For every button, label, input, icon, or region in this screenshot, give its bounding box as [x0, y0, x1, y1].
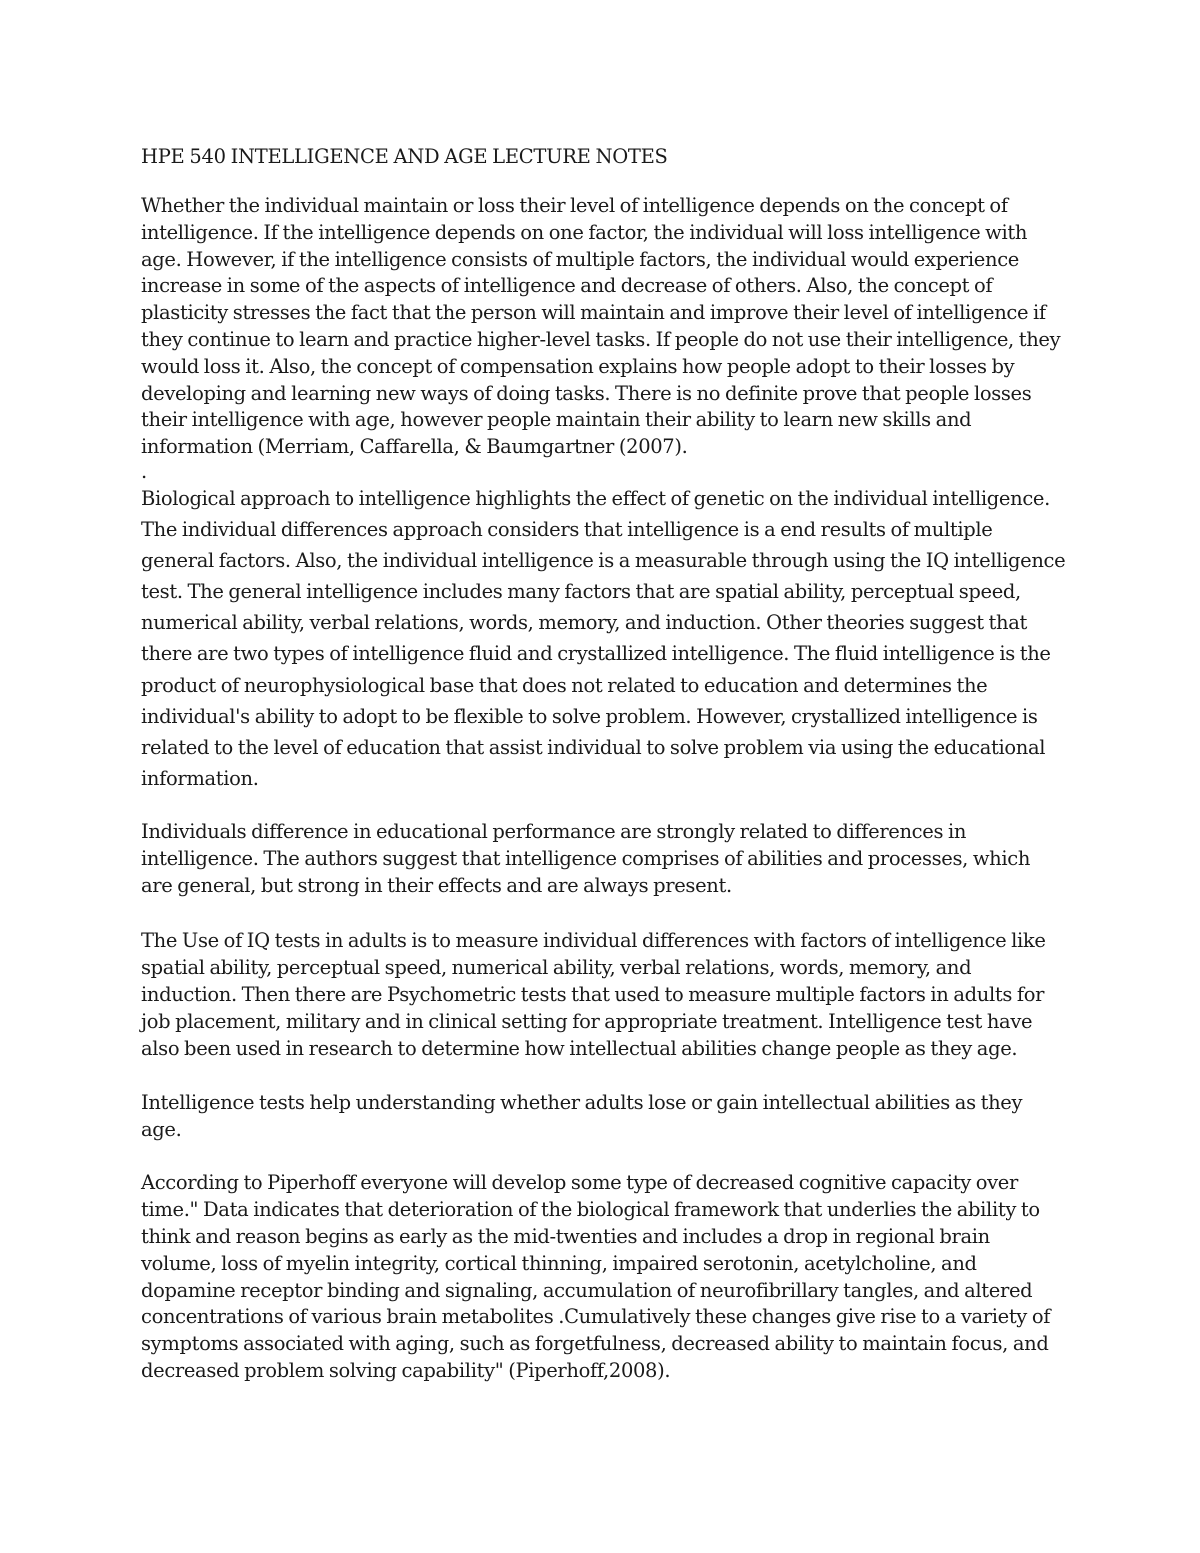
document-title: HPE 540 INTELLIGENCE AND AGE LECTURE NOTES [141, 145, 668, 168]
paragraph-intelligence-concept: Whether the individual maintain or loss their level of intelligence depends on the concept of intelligence. If the intelligence depends on one factor, the individual will loss intelligence with age. However, if the intelligence consists of multiple factors, the individual would experience increase in some of the aspects of intelligence and decrease of others. Also, the concept of plasticity stresses the fact that the person will maintain and improve their level of intelligence if they continue to learn and practice higher-level tasks. If people do not use their intelligence, they would loss it. Also, the concept of compensation explains how people adopt to their losses by developing and learning new ways of doing tasks. There is no definite prove that people losses their intelligence with age, however people maintain their ability to learn new skills and information (Merriam, Caffarella, & Baumgartner (2007). [141, 194, 1061, 459]
paragraph-intelligence-tests: Intelligence tests help understanding whether adults lose or gain intellectual abilities as they age. [141, 1090, 1023, 1141]
paragraph-educational-performance: Individuals difference in educational performance are strongly related to differences in intelligence. The authors suggest that intelligence comprises of abilities and processes, which are general, but strong in their effects and are always present. [141, 819, 1031, 897]
paragraph-piperhoff: According to Piperhoff everyone will develop some type of decreased cognitive capacity over time." Data indicates that deterioration of the biological framework that underlies the ability to think and reason begins as early as the mid-twenties and includes a drop in regional brain volume, loss of myelin integrity, cortical thinning, impaired serotonin, acetylcholine, and dopamine receptor binding and signaling, accumulation of neurofibrillary tangles, and altered concentrations of various brain metabolites .Cumulatively these changes give rise to a variety of symptoms associated with aging, such as forgetfulness, decreased ability to maintain focus, and decreased problem solving capability" (Piperhoff,2008). [141, 1170, 1051, 1383]
paragraph-iq-tests: The Use of IQ tests in adults is to measure individual differences with factors of intelligence like spatial ability, perceptual speed, numerical ability, verbal relations, words, memory, and induction. Then there are Psychometric tests that used to measure multiple factors in adults for job placement, military and in clinical setting for appropriate treatment. Intelligence test have also been used in research to determine how intellectual abilities change people as they age. [141, 928, 1046, 1060]
document-page [141, 143, 1066, 1385]
paragraph-biological-approach: Biological approach to intelligence highlights the effect of genetic on the individual intelligence. The individual differences approach considers that intelligence is a end results of multiple general factors. Also, the individual intelligence is a measurable through using the IQ intelligence test. The general intelligence includes many factors that are spatial ability, perceptual speed, numerical ability, verbal relations, words, memory, and induction. Other theories suggest that there are two types of intelligence fluid and crystallized intelligence. The fluid intelligence is the product of neurophysiological base that does not related to education and determines the individual's ability to adopt to be flexible to solve problem. However, crystallized intelligence is related to the level of education that assist individual to solve problem via using the educational information. [141, 486, 1066, 790]
stray-period: . [141, 459, 148, 483]
